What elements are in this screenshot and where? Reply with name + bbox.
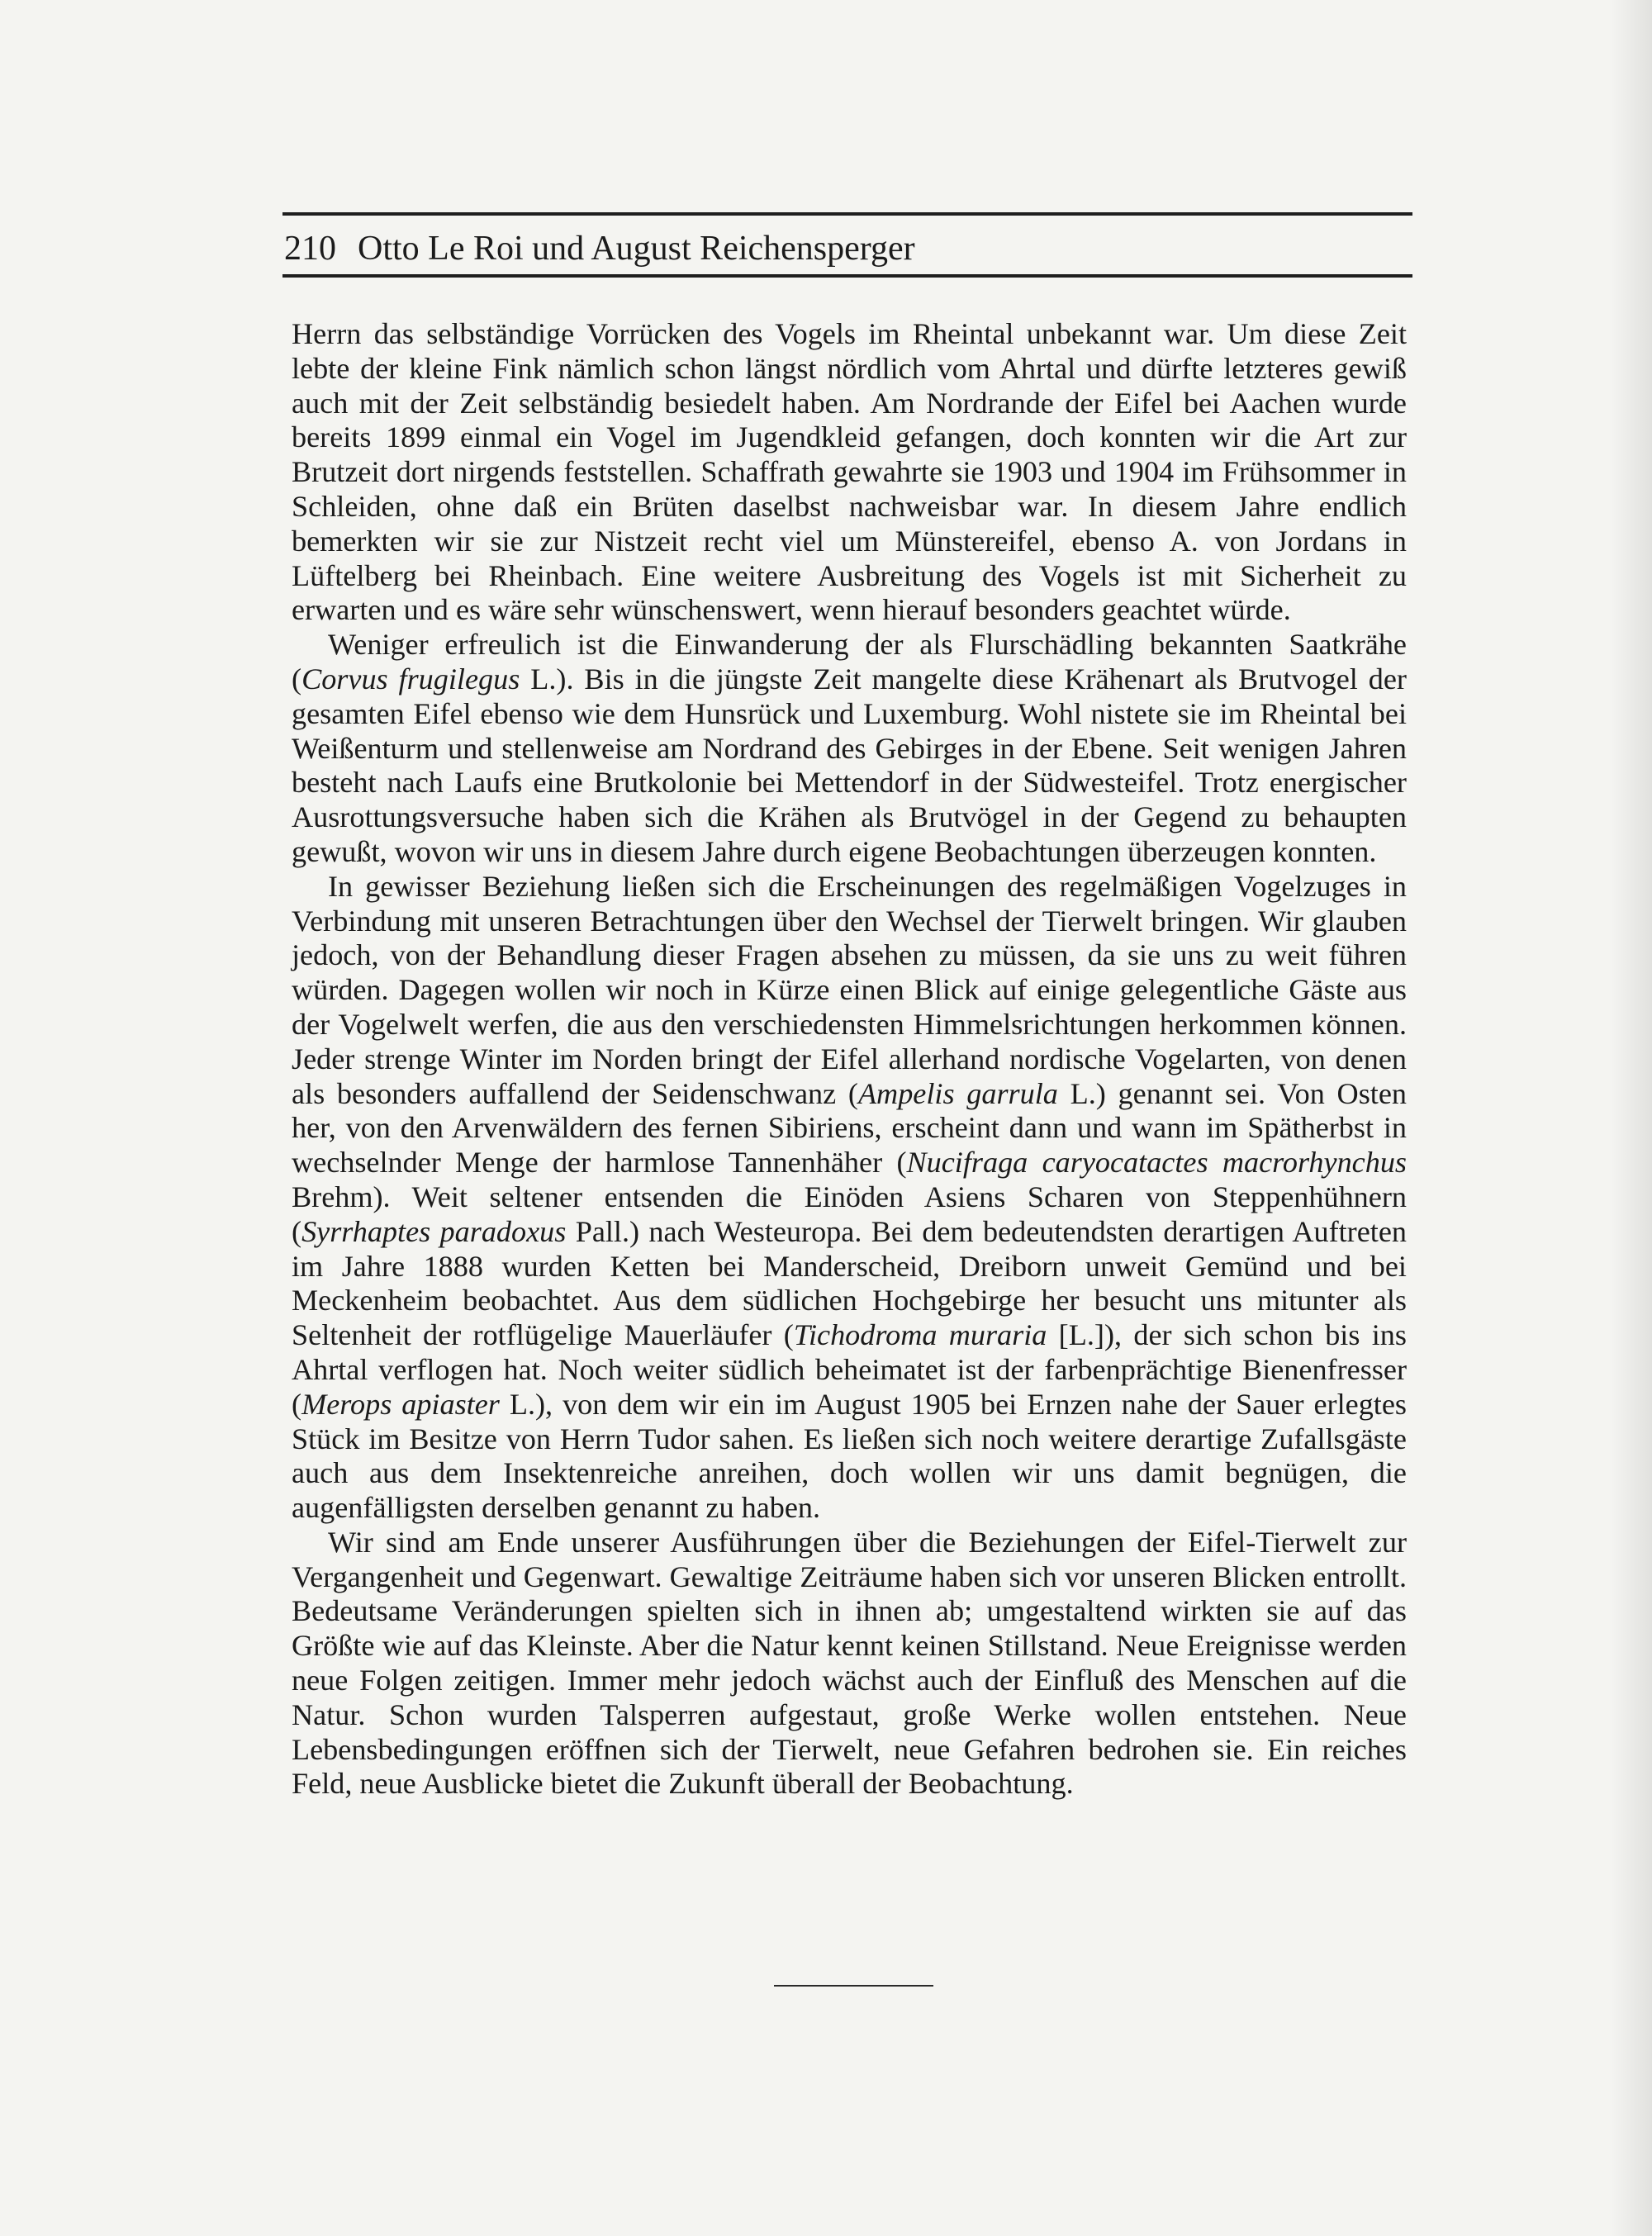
header-rule-top (282, 212, 1412, 216)
paragraph-text: Pall.) nach Westeuropa. Bei dem bedeutendsten derartigen Auftreten im Jahre 1888 wurden Ketten bei Manderscheid, Dreiborn unweit Gemünd und bei Meckenheim beobachtet. Aus dem südlichen Hochgebirge her besucht uns mitunter als Seltenheit der rotflügelige Mauerläufer ( (292, 1214, 1407, 1352)
running-head (284, 225, 1408, 273)
paragraph-text: Weniger erfreulich ist die Einwanderung der als Flurschädling bekannten Saatkrähe ( (292, 628, 1407, 695)
page-number: 210 (284, 230, 336, 268)
paragraph-text: [L.]), der sich schon bis ins Ahrtal verflogen hat. Noch weiter südlich beheimatet ist der farbenprächtige Bienenfresser ( (292, 1318, 1407, 1421)
page-edge-shadow (1611, 0, 1652, 2236)
species-name: Ampelis garrula (857, 1076, 1058, 1110)
paragraph-text: Wir sind am Ende unserer Ausführungen über die Beziehungen der Eifel-Tierwelt zur Vergangenheit und Gegenwart. Gewaltige Zeiträume haben sich vor unseren Blicken entrollt. Bedeutsame Veränderungen spielten sich in ihnen ab; umgestaltend wirkten sie auf das Größte wie auf das Kleinste. Aber die Natur kennt keinen Stillstand. Neue Ereignisse werden neue Folgen zeitigen. Immer mehr jedoch wächst auch der Einfluß des Menschen auf die Natur. Schon wurden Talsperren aufgestaut, große Werke wollen entstehen. Neue Lebensbedingungen eröffnen sich der Tierwelt, neue Gefahren bedrohen sie. Ein reiches Feld, neue Ausblicke bietet die Zukunft überall der Beobachtung. (292, 1525, 1407, 1801)
paragraph-text: L.) genannt sei. Von Osten her, von den Arvenwäldern des fernen Sibiriens, erscheint dann und wann im Spätherbst in wechselnder Menge der harmlose Tannenhäher ( (292, 1076, 1407, 1180)
paragraph (292, 317, 1407, 628)
species-name: Merops apiaster (301, 1387, 500, 1421)
section-end-rule (774, 1985, 933, 1987)
paragraph-text: Herrn das selbständige Vorrücken des Vogels im Rheintal unbekannt war. Um diese Zeit lebte der kleine Fink nämlich schon längst nördlich vom Ahrtal und dürfte letzteres gewiß auch mit der Zeit selbständig besiedelt haben. Am Nordrande der Eifel bei Aachen wurde bereits 1899 einmal ein Vogel im Jugendkleid gefangen, doch konnten wir die Art zur Brutzeit dort nirgends feststellen. Schaffrath gewahrte sie 1903 und 1904 im Frühsommer in Schleiden, ohne daß ein Brüten daselbst nachweisbar war. In diesem Jahre endlich bemerkten wir sie zur Nistzeit recht viel um Münstereifel, ebenso A. von Jordans in Lüftelberg bei Rheinbach. Eine weitere Ausbreitung des Vogels ist mit Sicherheit zu erwarten und es wäre sehr wünschenswert, wenn hierauf besonders geachtet würde. (292, 317, 1407, 627)
paragraph-text: L.), von dem wir ein im August 1905 bei Ernzen nahe der Sauer erlegtes Stück im Besitze von Herrn Tudor sahen. Es ließen sich noch weitere derartige Zufallsgäste auch aus dem Insektenreiche anreihen, doch wollen wir uns damit begnügen, die augenfälligsten derselben genannt zu haben. (292, 1387, 1407, 1525)
paragraph-text: Brehm). Weit seltener entsenden die Einöden Asiens Scharen von Steppenhühnern ( (292, 1180, 1407, 1248)
paragraph-text: L.). Bis in die jüngste Zeit mangelte diese Krähenart als Brutvogel der gesamten Eifel ebenso wie dem Hunsrück und Luxemburg. Wohl nistete sie im Rheintal bei Weißenturm und stellenweise am Nordrand des Gebirges in der Ebene. Seit wenigen Jahren besteht nach Laufs eine Brutkolonie bei Mettendorf in der Südwesteifel. Trotz energischer Ausrottungsversuche haben sich die Krähen als Brutvögel in der Gegend zu behaupten gewußt, wovon wir uns in diesem Jahre durch eigene Beobachtungen überzeugen konnten. (292, 662, 1407, 868)
header-rule-bottom (282, 274, 1412, 278)
species-name: Tichodroma muraria (793, 1318, 1047, 1352)
running-head-authors: Otto Le Roi und August Reichensperger (358, 230, 915, 268)
paragraph-text: In gewisser Beziehung ließen sich die Erscheinungen des regelmäßigen Vogelzuges in Verbindung mit unseren Betrachtungen über den Wechsel der Tierwelt bringen. Wir glauben jedoch, von der Behandlung dieser Fragen absehen zu müssen, da sie uns zu weit führen würden. Dagegen wollen wir noch in Kürze einen Blick auf einige gelegentliche Gäste aus der Vogelwelt werfen, die aus den verschiedensten Himmelsrichtungen herkommen können. Jeder strenge Winter im Norden bringt der Eifel allerhand nordische Vogelarten, von denen als besonders auffallend der Seidenschwanz ( (292, 869, 1407, 1110)
paragraph (292, 1526, 1407, 1802)
species-name: Corvus frugilegus (301, 662, 520, 695)
paragraph (292, 628, 1407, 870)
paragraph (292, 870, 1407, 1526)
species-name: Nucifraga caryocatactes macrorhynchus (906, 1146, 1407, 1180)
body-text (292, 317, 1407, 1802)
species-name: Syrrhaptes paradoxus (301, 1214, 567, 1248)
